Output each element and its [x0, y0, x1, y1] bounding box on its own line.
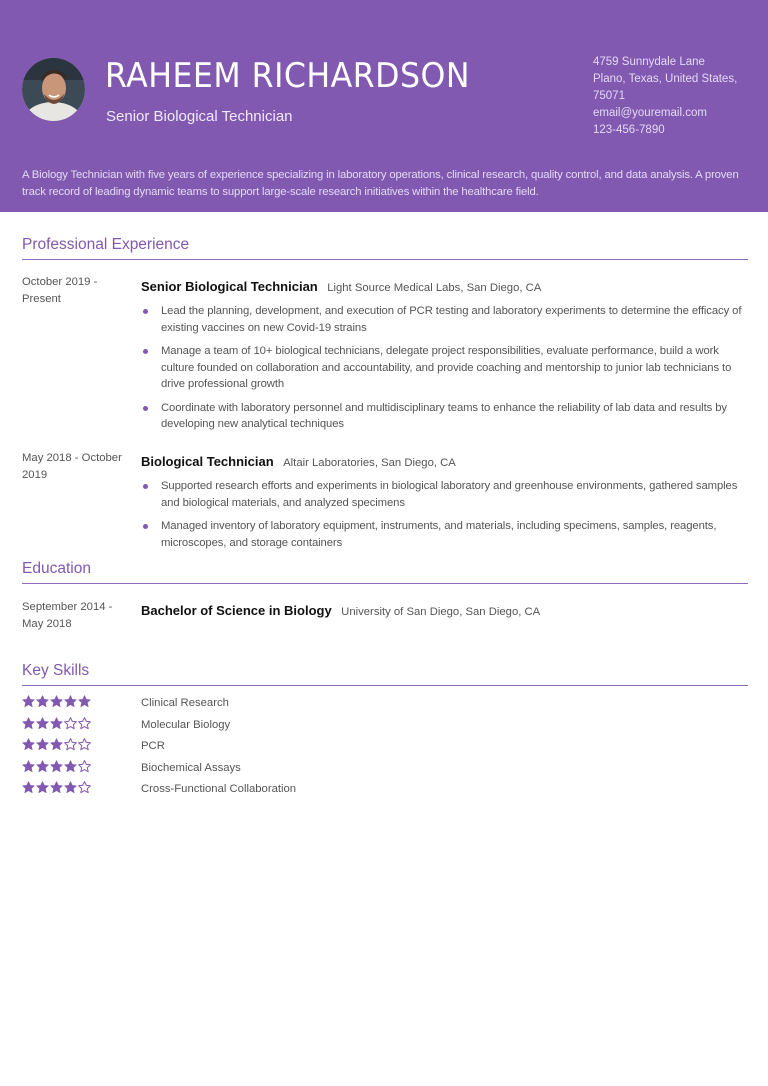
star-empty-icon — [64, 717, 77, 730]
address-line1: 4759 Sunnydale Lane — [593, 56, 705, 68]
degree-name: Bachelor of Science in Biology — [141, 603, 332, 618]
section-heading-education: Education — [22, 560, 91, 577]
section-divider — [22, 583, 748, 584]
profile-photo-icon — [22, 58, 85, 121]
skill-name: Cross-Functional Collaboration — [141, 783, 297, 795]
resume-header — [0, 0, 768, 212]
section-divider — [22, 685, 748, 686]
star-filled-icon — [50, 760, 63, 773]
contact-block — [593, 54, 753, 139]
star-filled-icon — [50, 781, 63, 794]
star-filled-icon — [36, 760, 49, 773]
skill-rating — [22, 717, 91, 730]
address-zip: 75071 — [593, 90, 625, 102]
star-filled-icon — [78, 695, 91, 708]
section-heading-experience: Professional Experience — [22, 236, 190, 253]
list-item: Supported research efforts and experiments in biological laboratory and greenhouse environments, gathered samples and biological materials, and analyzed specimens — [141, 478, 746, 511]
skill-rating — [22, 738, 91, 751]
entry-role: Senior Biological Technician — [141, 279, 318, 294]
profile-summary: A Biology Technician with five years of experience specializing in laboratory operations, clinical research, quality control, and data analysis. A proven track record of leading dynamic teams to support large-scale research initiatives within the healthcare field. — [22, 169, 739, 198]
skill-rating — [22, 695, 91, 708]
skill-rating — [22, 781, 91, 794]
star-filled-icon — [50, 695, 63, 708]
star-filled-icon — [36, 781, 49, 794]
star-filled-icon — [36, 695, 49, 708]
section-heading-skills: Key Skills — [22, 662, 90, 679]
candidate-title: Senior Biological Technician — [106, 108, 293, 125]
section-divider — [22, 259, 748, 260]
address-line2: Plano, Texas, United States, — [593, 73, 738, 85]
skill-name: Biochemical Assays — [141, 761, 241, 774]
bullet-icon — [143, 309, 148, 314]
star-filled-icon — [36, 717, 49, 730]
star-filled-icon — [64, 695, 77, 708]
skill-row — [22, 717, 422, 739]
star-filled-icon — [22, 781, 35, 794]
star-empty-icon — [78, 781, 91, 794]
skill-rating — [22, 760, 91, 773]
star-empty-icon — [78, 717, 91, 730]
skills-list — [22, 695, 422, 803]
star-filled-icon — [22, 738, 35, 751]
list-item: Managed inventory of laboratory equipment, instruments, and materials, including specimens, samples, reagents, microscopes, and storage containers — [141, 518, 746, 551]
star-empty-icon — [64, 738, 77, 751]
star-filled-icon — [22, 717, 35, 730]
entry-heading — [141, 453, 456, 472]
bullet-icon — [143, 484, 148, 489]
entry-heading — [141, 278, 541, 297]
skill-name: Molecular Biology — [141, 718, 231, 731]
bullet-icon — [143, 349, 148, 354]
list-item: Coordinate with laboratory personnel and multidisciplinary teams to enhance the reliability of lab data and results by developing new analytical techniques — [141, 400, 746, 433]
star-filled-icon — [36, 738, 49, 751]
bullet-icon — [143, 406, 148, 411]
skill-name: Clinical Research — [141, 697, 229, 709]
star-empty-icon — [78, 738, 91, 751]
phone-number: 123-456-7890 — [593, 124, 665, 136]
entry-organization: Altair Laboratories, San Diego, CA — [283, 457, 456, 469]
star-filled-icon — [64, 781, 77, 794]
star-filled-icon — [64, 760, 77, 773]
star-empty-icon — [78, 760, 91, 773]
star-filled-icon — [50, 717, 63, 730]
skill-row — [22, 695, 422, 717]
bullet-icon — [143, 524, 148, 529]
list-item: Manage a team of 10+ biological technicians, delegate project responsibilities, evaluate performance, build a work culture founded on collaboration and accountability, and provide coaching and mentorship to junior lab technicians to drive professional growth — [141, 343, 746, 393]
skill-row — [22, 738, 422, 760]
star-filled-icon — [50, 738, 63, 751]
entry-organization: Light Source Medical Labs, San Diego, CA — [327, 282, 542, 294]
skill-row — [22, 760, 422, 782]
list-item: Lead the planning, development, and execution of PCR testing and laboratory experiments to determine the efficacy of existing vaccines on new Covid-19 strains — [141, 303, 746, 336]
entry-bullets — [141, 478, 746, 558]
star-filled-icon — [22, 760, 35, 773]
entry-heading — [141, 602, 540, 621]
star-filled-icon — [22, 695, 35, 708]
candidate-name: RAHEEM RICHARDSON — [105, 56, 471, 96]
skill-name: PCR — [141, 740, 165, 752]
entry-date: October 2019 - Present — [22, 276, 98, 305]
entry-bullets — [141, 303, 746, 440]
email-link[interactable]: email@youremail.com — [593, 107, 707, 119]
avatar — [22, 58, 85, 121]
skill-row — [22, 781, 422, 803]
school-name: University of San Diego, San Diego, CA — [341, 606, 541, 618]
entry-date: September 2014 - May 2018 — [22, 601, 113, 630]
entry-role: Biological Technician — [141, 454, 274, 469]
entry-date: May 2018 - October 2019 — [22, 452, 122, 481]
